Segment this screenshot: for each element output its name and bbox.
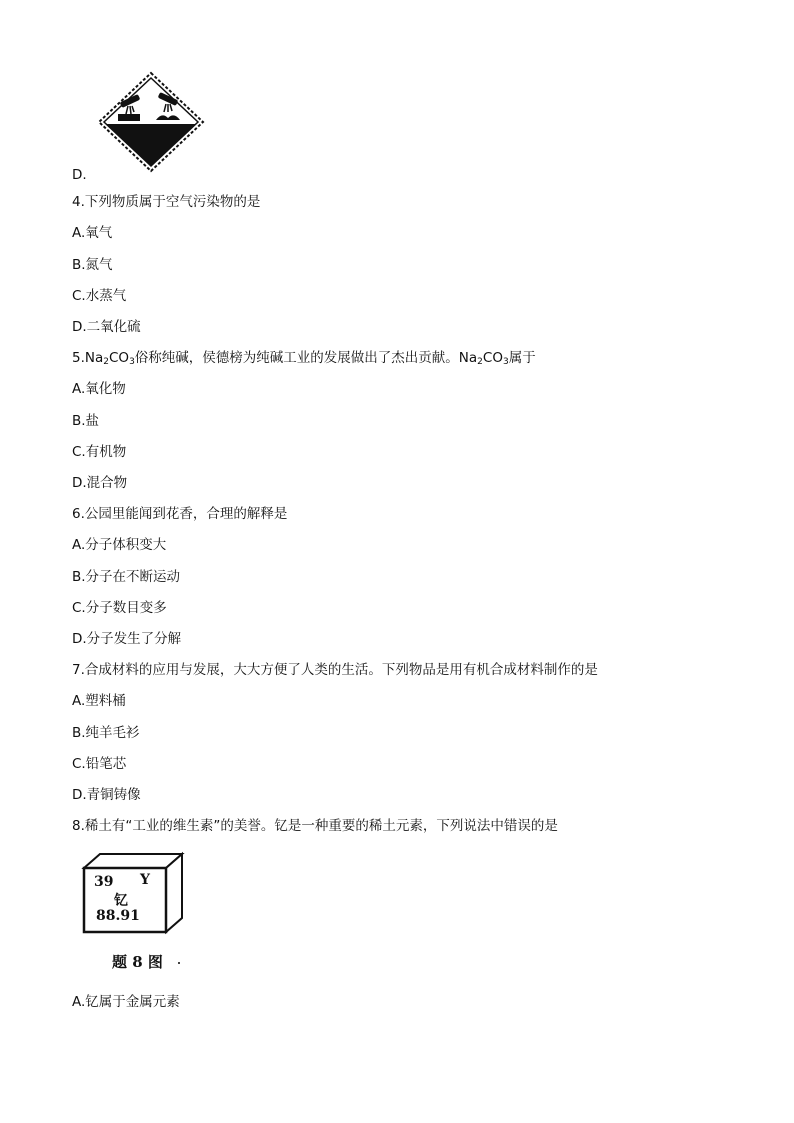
q7-stem: 7.合成材料的应用与发展，大大方便了人类的生活。下列物品是用有机合成材料制作的是 bbox=[72, 662, 598, 678]
element-symbol: Y bbox=[140, 872, 150, 888]
element-name: 钇 bbox=[114, 893, 128, 909]
q6-option-a: A.分子体积变大 bbox=[72, 537, 167, 553]
element-card-figure bbox=[78, 850, 188, 936]
q6-option-b: B.分子在不断运动 bbox=[72, 569, 181, 585]
caption-dot bbox=[178, 962, 180, 964]
q7-option-a: A.塑料桶 bbox=[72, 693, 126, 709]
corrosive-hazard-icon bbox=[96, 70, 206, 174]
q7-option-c: C.铅笔芯 bbox=[72, 756, 127, 772]
q4-option-d: D.二氧化硫 bbox=[72, 319, 141, 335]
atomic-number: 39 bbox=[94, 874, 114, 890]
q5-option-c: C.有机物 bbox=[72, 444, 127, 460]
q4-option-b: B.氮气 bbox=[72, 257, 113, 273]
figure-caption: 题 8 图 bbox=[112, 953, 163, 971]
q8-option-a: A.钇属于金属元素 bbox=[72, 994, 180, 1010]
q6-option-d: D.分子发生了分解 bbox=[72, 631, 182, 647]
q6-stem: 6.公园里能闻到花香，合理的解释是 bbox=[72, 506, 288, 522]
q7-option-d: D.青铜铸像 bbox=[72, 787, 141, 803]
q4-option-a: A.氧气 bbox=[72, 225, 113, 241]
q7-option-b: B.纯羊毛衫 bbox=[72, 725, 140, 741]
q8-stem: 8.稀土有“工业的维生素”的美誉。钇是一种重要的稀土元素，下列说法中错误的是 bbox=[72, 818, 558, 834]
q5-option-d: D.混合物 bbox=[72, 475, 128, 491]
q5-option-b: B.盐 bbox=[72, 413, 100, 429]
q3-option-d: D. bbox=[72, 167, 87, 183]
q5-option-a: A.氧化物 bbox=[72, 381, 126, 397]
q6-option-c: C.分子数目变多 bbox=[72, 600, 167, 616]
q4-option-c: C.水蒸气 bbox=[72, 288, 127, 304]
q5-stem: $5.Na_2CO_3$俗称纯碱，侯德榜为纯碱工业的发展做出了杰出贡献。$Na_2CO_3$属于 bbox=[72, 350, 536, 367]
q4-stem: 4.下列物质属于空气污染物的是 bbox=[72, 194, 261, 210]
atomic-mass: 88.91 bbox=[96, 908, 140, 924]
